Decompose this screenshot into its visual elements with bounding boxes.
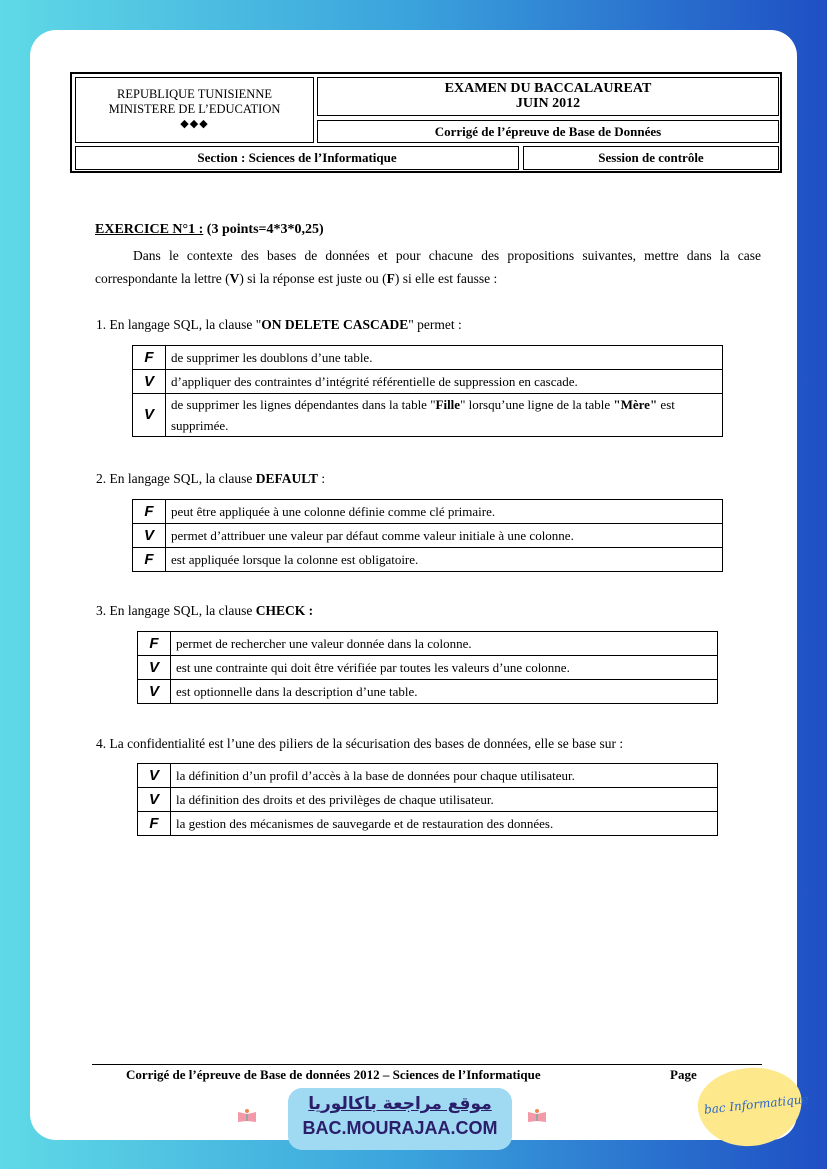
proposition-text: la gestion des mécanismes de sauvegarde et de restauration des données.: [171, 812, 718, 836]
proposition-text: est appliquée lorsque la colonne est obligatoire.: [166, 548, 723, 572]
table-row: [133, 394, 723, 437]
proposition-text: permet d’attribuer une valeur par défaut comme valeur initiale à une colonne.: [166, 524, 723, 548]
subject-box: [317, 120, 779, 143]
answer-mark[interactable]: V: [133, 370, 166, 394]
exercise-instructions: Dans le contexte des bases de données et pour chacune des propositions suivantes, mettre dans la case correspondante la lettre (V) si la réponse est juste ou (F) si elle est fausse :: [95, 248, 761, 286]
proposition-text: de supprimer les doublons d’une table.: [166, 346, 723, 370]
session-box: [523, 146, 779, 170]
answer-mark[interactable]: F: [133, 500, 166, 524]
question-4: 4. La confidentialité est l’une des piliers de la sécurisation des bases de données, elle se base sur :: [96, 736, 624, 751]
proposition-text: permet de rechercher une valeur donnée dans la colonne.: [171, 632, 718, 656]
answer-mark[interactable]: V: [133, 394, 166, 437]
answer-table-1: [132, 345, 723, 437]
right-book-logo-icon: [516, 1096, 558, 1138]
footer-text: Corrigé de l’épreuve de Base de données 2012 – Sciences de l’Informatique: [126, 1067, 541, 1082]
table-row: [133, 524, 723, 548]
proposition-text: est une contrainte qui doit être vérifiée par toutes les valeurs d’une colonne.: [171, 656, 718, 680]
republic-label: REPUBLIQUE TUNISIENNE: [117, 87, 272, 101]
answer-mark[interactable]: F: [133, 548, 166, 572]
proposition-text: la définition des droits et des privilèges de chaque utilisateur.: [171, 788, 718, 812]
answer-mark[interactable]: V: [133, 524, 166, 548]
site-watermark[interactable]: [288, 1088, 512, 1150]
table-row: [138, 632, 718, 656]
logo-text: bac Informatique: [703, 1091, 810, 1117]
answer-mark[interactable]: F: [133, 346, 166, 370]
table-row: [138, 788, 718, 812]
answer-mark[interactable]: V: [138, 788, 171, 812]
proposition-text: de supprimer les lignes dépendantes dans la table "Fille" lorsqu’une ligne de la table "Mère" est supprimée.: [166, 394, 723, 437]
section-box: [75, 146, 519, 170]
proposition-text: peut être appliquée à une colonne définie comme clé primaire.: [166, 500, 723, 524]
table-row: [133, 500, 723, 524]
table-row: [138, 764, 718, 788]
ministry-label: MINISTERE DE L’EDUCATION: [108, 102, 281, 116]
table-row: [138, 680, 718, 704]
table-row: [138, 656, 718, 680]
document-page: [30, 30, 797, 1140]
table-row: [133, 370, 723, 394]
question-1: 1. En langage SQL, la clause "ON DELETE CASCADE" permet :: [96, 317, 462, 332]
exercise-title: EXERCICE N°1 :: [95, 222, 204, 237]
proposition-text: la définition d’un profil d’accès à la base de données pour chaque utilisateur.: [171, 764, 718, 788]
answer-table-2: [132, 499, 723, 572]
footer-page-label: Page: [670, 1067, 697, 1082]
exercise-points: (3 points=4*3*0,25): [206, 222, 324, 237]
proposition-text: d’appliquer des contraintes d’intégrité référentielle de suppression en cascade.: [166, 370, 723, 394]
watermark-arabic: موقع مراجعة باكالوريا: [308, 1094, 492, 1114]
question-3: 3. En langage SQL, la clause CHECK :: [96, 603, 314, 618]
table-row: [133, 346, 723, 370]
answer-mark[interactable]: F: [138, 812, 171, 836]
table-row: [133, 548, 723, 572]
answer-mark[interactable]: V: [138, 764, 171, 788]
footer-divider: [92, 1064, 762, 1065]
exam-title-box: [317, 77, 779, 116]
table-row: [138, 812, 718, 836]
watermark-site: BAC.MOURAJAA.COM: [302, 1118, 498, 1138]
section-label: Section : Sciences de l’Informatique: [197, 150, 397, 165]
exercise-heading: [95, 222, 324, 238]
answer-table-4: [137, 763, 718, 836]
diamond-ornament-icon: ◆◆◆: [180, 118, 209, 130]
subject-title: Corrigé de l’épreuve de Base de Données: [434, 124, 662, 139]
exam-title: EXAMEN DU BACCALAUREAT: [444, 81, 652, 96]
answer-mark[interactable]: V: [138, 680, 171, 704]
session-label: Session de contrôle: [598, 150, 704, 165]
proposition-text: est optionnelle dans la description d’une table.: [171, 680, 718, 704]
answer-table-3: [137, 631, 718, 704]
question-2: 2. En langage SQL, la clause DEFAULT :: [96, 471, 326, 486]
answer-mark[interactable]: V: [138, 656, 171, 680]
answer-mark[interactable]: F: [138, 632, 171, 656]
ministry-box: [75, 77, 314, 143]
exam-header: [70, 72, 782, 173]
left-book-logo-icon: [226, 1096, 268, 1138]
exam-date: JUIN 2012: [515, 96, 581, 111]
